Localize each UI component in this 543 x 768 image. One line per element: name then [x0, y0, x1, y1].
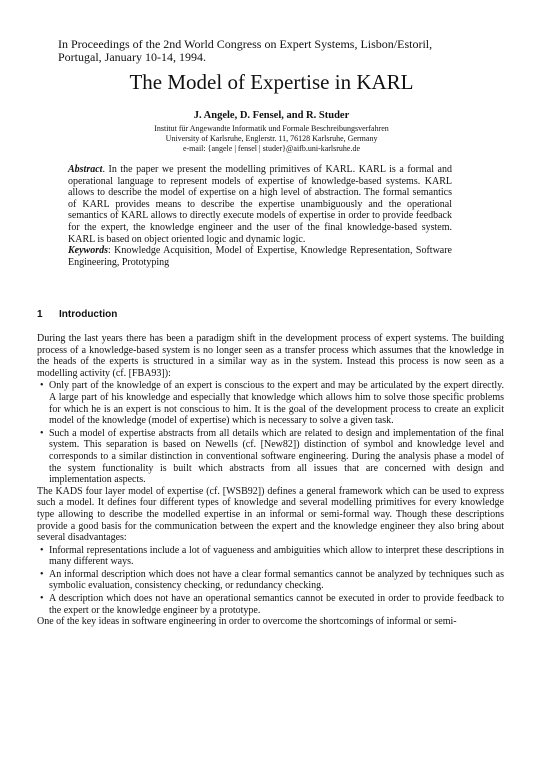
bullet-glyph: •: [40, 544, 44, 556]
authors: J. Angele, D. Fensel, and R. Studer: [193, 110, 350, 121]
keywords-label: Keywords: [68, 245, 108, 257]
bullet-glyph: •: [40, 593, 44, 605]
list-item-text: Informal representations include a lot of vagueness and ambiguities which allow to interpret these descriptions in many different ways.: [49, 544, 504, 568]
list-item: [37, 569, 504, 592]
bullet-glyph: •: [40, 568, 44, 580]
section-body: [37, 333, 504, 628]
paragraph: One of the key ideas in software engineering in order to overcome the shortcomings of informal or semi-: [37, 616, 457, 628]
paper-title: The Model of Expertise in KARL: [129, 70, 414, 94]
bullet-glyph: •: [40, 380, 44, 392]
abstract-label: Abstract: [68, 164, 103, 175]
proceedings-line-2: Portugal, January 10-14, 1994.: [58, 50, 206, 64]
list-item: [37, 545, 504, 568]
list-item-text: Only part of the knowledge of an expert is conscious to the expert and may be articulated by the expert directly. A large part of his knowledge and especially that knowledge which allows him to solve those specific problems for which he is an expert is not conscious to him. It is the goal of the development process to create an explicit model of the knowledge (model of expertise) which is necessary to solve a given task.: [49, 380, 504, 427]
list-item: [37, 428, 504, 486]
section-number: 1: [37, 309, 43, 320]
section-heading: [37, 309, 507, 320]
list-item-text: An informal description which does not have a clear formal semantics cannot be analyzed by techniques such as symbolic evaluation, consistency checking, or redundancy checking.: [49, 568, 504, 592]
list-item: [37, 380, 504, 426]
abstract: [68, 164, 452, 268]
list-item-text: A description which does not have an operational semantics cannot be executed in order to provide feedback to the expert or the knowledge engineer by a prototype.: [49, 593, 504, 616]
affiliation-email: e-mail: {angele | fensel | studer}@aifb.uni-karlsruhe.de: [182, 144, 361, 153]
section-title: Introduction: [59, 309, 118, 320]
abstract-text: . In the paper we present the modelling primitives of KARL. KARL is a formal and operational language to represent models of expertise of knowledge-based systems. KARL allows to describe the model of expertise on a high level of abstraction. The formal semantics of KARL provides means to describe the expertise unambiguously and the operational semantics of KARL allows to directly execute models of expertise in order to provide feedback for the expert, the knowledge engineer and the user of the final knowledge-based system. KARL is based on object oriented logic and dynamic logic.: [68, 164, 452, 245]
list-item-text: Such a model of expertise abstracts from all details which are related to design and implementation of the final system. This separation is based on Newells (cf. [New82]) distinction of symbol and knowledge level and corresponds to a similar distinction in conventional software engineering. During the analysis phase a model of the system functionality is built which abstracts from all issues that are concerned with design and implementation aspects.: [49, 427, 504, 486]
paragraph: The KADS four layer model of expertise (cf. [WSB92]) defines a general framework which can be used to express such a model. It defines four different types of knowledge and several modelling primitives for every knowledge type allowing to describe the modelled expertise in an informal or semi-formal way. Though these descriptions provide a good basis for the communication between the expert and the knowledge engineer they also bring about several disadvantages:: [37, 485, 504, 544]
bullet-glyph: •: [40, 427, 44, 439]
bullet-list: [37, 380, 504, 485]
bullet-list: [37, 545, 504, 617]
proceedings-note: [58, 38, 498, 64]
list-item: [37, 593, 504, 616]
proceedings-line-1: In Proceedings of the 2nd World Congress on Expert Systems, Lisbon/Estoril,: [58, 37, 433, 51]
affiliation-institute: Institut für Angewandte Informatik und Formale Beschreibungsverfahren: [154, 124, 389, 133]
paragraph: During the last years there has been a paradigm shift in the development process of expert systems. The building process of a knowledge-based system is no longer seen as a transfer process which assumes that the knowledge in the heads of the experts is structured in a similar way as in the system. Instead this process is now seen as a modelling activity (cf. [FBA93]):: [37, 333, 504, 379]
keywords-text: : Knowledge Acquisition, Model of Expertise, Knowledge Representation, Software Engineering, Prototyping: [68, 245, 452, 268]
affiliation-address: University of Karlsruhe, Englerstr. 11, 76128 Karlsruhe, Germany: [165, 134, 378, 143]
